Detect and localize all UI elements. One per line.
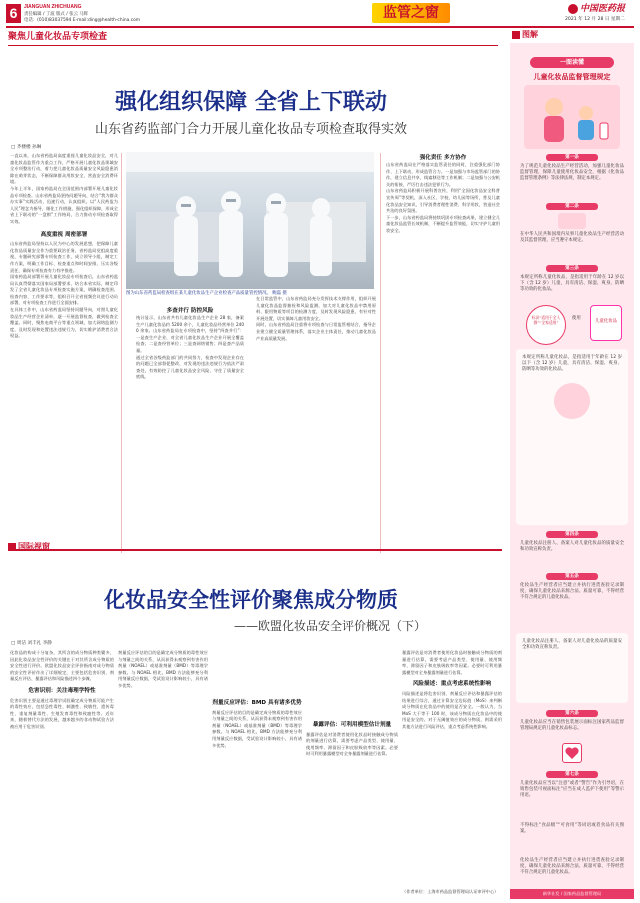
paragraph: 今年上半年，国家药监局在全国范围内部署开展儿童化妆品专项检查。山东省药监局坚持问题导向，结合“我为群众办实事”实践活动，迅速行动，认真组织，以“人民药监为人民”理念为指导，细化工作措施，强化组织保障，形成全省上下联动的“一盘棋”工作格局，合力推动专项检查取得实效。 (10, 185, 118, 224)
divider (121, 153, 122, 553)
article-body: 儿童化妆品注册人、备案人对儿童化妆品的质量安全和功效宣称负责。 (522, 639, 622, 651)
article-body: 本规定所称儿童化妆品，是指适用于年龄在 12 岁以下（含 12 岁）儿童，具有清洁、保湿、爽身、防晒等功效的化妆品。 (520, 275, 624, 293)
subheading: 危害识别：关注毒理学特性 (28, 687, 96, 694)
article-number: 第三条 (546, 265, 598, 272)
paragraph: 化妆品的构成十分复杂，其所含的成分物质种类繁多，因此化妆品安全性评价的关键在于对其所含成分物质的安全性进行评价。欧盟化妆品安全评价指南对成分物质的安全性评价作出了详细规定，主要包括危害识别、剂量反应评估、暴露评估和风险描述四个步骤。 (10, 650, 114, 682)
article-body: 不得标注“食品级”“可食用”等词语或者食品有关图案。 (520, 823, 624, 835)
article-number: 第七条 (546, 771, 598, 778)
product-tag-label: 儿童化妆品 (595, 319, 617, 324)
article-body: 在中华人民共和国境内从事儿童化妆品生产经营活动及其监督管理，应当遵守本规定。 (520, 232, 624, 244)
section-marker (8, 543, 16, 551)
illustration (524, 85, 620, 149)
article-text (118, 650, 208, 900)
article-text (402, 650, 502, 888)
paragraph: 通过全省各级药监部门的共同努力，检查中发现企业存在的问题已全部督促整改，对发现的违法违规行为依法严肃查处，有效防控了儿童化妆品安全风险，守住了质量安全底线。 (136, 354, 244, 380)
issue-date: 2021 年 12 月 28 日 星期二 (565, 17, 625, 22)
article-body: 儿童化妆品应当以“注意”或者“警告”作为引导语，在销售包装可视面标注“应当在成人监护下使用”等警示用语。 (520, 781, 624, 799)
paragraph: 山东省药监局积极开展科普宣传，利用“全国化妆品安全科普宣传周”等契机，深入社区、学校、幼儿园等场所，普及儿童化妆品安全知识，引导消费者理性消费、科学用妆，营造社会共治的良好氛围。 (386, 188, 500, 214)
paragraph: 山东省药监局在严格落实监管责任的同时，注重强化部门协作、上下联动，形成监管合力。一是加强与市场监管部门的协作，建立信息共享、线索移送等工作机制；二是加强与公安机关的衔接，严厉打击违法犯罪行为。 (386, 162, 500, 187)
paragraph: 下一步，山东省药监局将持续巩固专项检查成果，建立健全儿童化妆品监管长效机制，不断提升监管效能，切实守护儿童用妆安全。 (386, 214, 500, 233)
globe-icon (558, 213, 586, 229)
subheading: 风险描述：重点考虑系统性影响 (412, 681, 492, 688)
article-text (306, 650, 398, 900)
paragraph: 统计显示，山东省共有儿童化妆品生产企业 28 家，备案生产儿童化妆品约 5200 余个，儿童化妆品经营单位 2400 余家。山东省药监局在专项检查中，坚持“四查并行”：一是查生产企业，对全省儿童化妆品生产企业开展全覆盖检查；二是查经营单位；三是查网络销售；四是查产品质量。 (136, 315, 244, 353)
subheading: 剂量反应评估：BMD 具有诸多优势 (212, 700, 302, 706)
paragraph: 危害识别主要是通过毒理学试验确定成分物质可能产生的毒性效应，包括急性毒性、刺激性、致敏性、遗传毒性、重复剂量毒性、生殖发育毒性和致癌性等。近年来，随着替代方法的发展，越来越多的非动物试验方法被应用于危害识别。 (10, 697, 114, 729)
column-banner: 监管之窗 (372, 3, 450, 23)
infographic-title: 儿童化妆品监督管理规定 (533, 73, 611, 81)
article-text (386, 162, 500, 554)
paragraph: 在具体工作中，山东省药监局坚持问题导向，对照儿童化妆品生产经营企业清单，逐一开展监督检查，做到检查全覆盖。同时，聚焦电商平台等重点领域，加大网络监测力度，及时发现和处置违法违规行为，切实维护消费者合法权益。 (10, 307, 118, 339)
logo-emblem-icon (568, 4, 578, 14)
article-body: 化妆品生产经营者应当建立并执行进货查验记录制度，确保儿童化妆品来源合法、质量可靠，不得经营不符合规定的儿童化妆品。 (520, 858, 624, 876)
article-text (256, 296, 376, 555)
paragraph: 同时，山东省药监局注重将专项检查与日常监管相结合，指导企业建立健全质量管理体系，落实企业主体责任，推动儿童化妆品产业高质量发展。 (256, 322, 376, 341)
paper-name: 中国医药报 (580, 4, 626, 14)
footnote: （作者单位：上海市药品监督管理局认证审评中心） (402, 889, 499, 894)
infographic-panel (510, 43, 634, 899)
article-text (212, 650, 302, 900)
byline: □ 齐楼楼 孙琳 (11, 145, 42, 150)
photo-caption: 图为山东省药监局检查组在某儿童化妆品生产企业检查产品质量管控情况。 鲍磊 摄 (126, 291, 287, 296)
sidebar-marker (512, 31, 520, 39)
editor-line: 责任编辑 / 丁波 版式 / 张云 马辉 (24, 12, 89, 17)
article-number: 第一条 (546, 154, 598, 161)
article-text (10, 650, 114, 900)
subheading: 暴露评估：可利用模型估计剂量 (312, 722, 392, 728)
product-tag (590, 305, 622, 341)
subheadline: 山东省药监部门合力开展儿童化妆品专项检查取得实效 (94, 122, 407, 137)
paragraph: 国家药监局部署开展儿童化妆品专项检查后，山东省药监局认真贯彻落实国家局部署要求，结合本省实际，制定印发了全省儿童化妆品专项检查实施方案，明确检查范围、检查内容、工作要求等，组织召开全省视频会议进行动员部署，对专项检查工作进行全面安排。 (10, 274, 118, 306)
masthead-rule (6, 26, 634, 28)
subheading: 强化责任 多方协作 (419, 155, 467, 161)
article-text (136, 315, 244, 555)
article-body: 为了规范儿童化妆品生产经营活动，加强儿童化妆品监督管理，保障儿童使用化妆品安全，根据《化妆品监督管理条例》等法律法规，制定本规定。 (520, 164, 624, 182)
section-tag: 国际视窗 (18, 542, 50, 551)
label: 使用 (572, 316, 581, 321)
photo (126, 152, 374, 289)
heart-icon (563, 744, 581, 762)
sidebar-footer: 新华社发 / 国家药品监督管理局 (510, 889, 634, 899)
paragraph: 一直以来，山东省药监局高度重视儿童化妆品安全，对儿童化妆品监管作为重点工作，严格开展儿童化妆品领域安全专项整治行动，着力把儿童化妆品质量安全风险隐患消除在萌芽状态，不断保障群众用妆安全，营造安全消费环境。 (10, 153, 118, 185)
headline: 化妆品安全性评价聚焦成分物质 (104, 587, 398, 612)
article-body: 化妆品生产经营者应当建立并执行进货查验记录制度，确保儿童化妆品来源合法、质量可靠，不得经营不符合规定的儿童化妆品。 (520, 583, 624, 601)
article-body: 儿童化妆品注册人、备案人对儿童化妆品的质量安全和功效宣称负责。 (520, 541, 624, 553)
paragraph: 剂量反应评估的目的是确定成分物质的毒性效应与剂量之间的关系，从而获得未观察到有害作用剂量（NOAEL）或基准剂量（BMD）等毒理学参数。与 NOAEL 相比，BMD 方法能够充分利用剂量反应数据，受试验设计影响较小，具有诸多优势。 (118, 650, 208, 688)
section-tag: 聚焦儿童化妆品专项检查 (8, 32, 108, 42)
warning-text: 标识“适用于全人群”“全家适用” (531, 315, 561, 325)
article-number: 第六条 (546, 710, 598, 717)
photo-illustration (126, 152, 374, 289)
subheading: 高度重视 周密部署 (40, 231, 88, 238)
child-icon (554, 383, 590, 419)
paragraph: 山东省药监局坚持以人民为中心的发展思想，把保障儿童化妆品质量安全作为重要政治任务，省药监局党组高度重视，专题研究部署专项检查工作，成立领导小组，制定工作方案，明确工作目标、检查重点和时间安排，压实各级责任，确保专项检查有力有序推进。 (10, 241, 118, 273)
contact-line: 电话：(010)83037594 E-mail:ding@health-china.com (24, 18, 141, 23)
article-number: 第二条 (546, 203, 598, 210)
section-rule (8, 45, 498, 46)
article-text (10, 153, 118, 343)
card (516, 349, 628, 525)
paragraph: 暴露评估是对消费者使用化妆品时接触成分物质的剂量进行估算，需要考虑产品类型、使用量、使用频率、滞留因子和皮肤吸收率等因素。必要时可利用暴露模型对全身暴露剂量进行估算。 (306, 731, 398, 757)
byline: □ 周洁 刘丰礼 李静 (11, 641, 52, 646)
article-number: 第四条 (546, 531, 598, 538)
paragraph: 暴露评估是对消费者使用化妆品时接触成分物质的剂量进行估算，需要考虑产品类型、使用量、使用频率、滞留因子和皮肤吸收率等因素。必要时可利用暴露模型对全身暴露剂量进行估算。 (402, 650, 502, 675)
warning-badge (526, 305, 566, 345)
paragraph: 在日常监管中，山东省药监局充分发挥技术支撑作用，组织开展儿童化妆品监督抽检和风险监测，加大对儿童化妆品中禁用原料、限用物质等项目的检测力度，及时发现风险隐患，有针对性开展处置，切实保障儿童用妆安全。 (256, 296, 376, 321)
page-number: 6 (6, 4, 21, 23)
paragraph: 风险描述是将危害识别、剂量反应评估和暴露评估的结果进行综合，通过计算安全边际值（MoS）来判断成分物质在化妆品中的使用是否安全。一般认为，当 MoS 大于等于 100 时，该成分物质在化妆品中的使用是安全的。对于无阈值效应的成分物质，则需采用其他方法进行风险评估，重点考虑系统性影响。 (402, 690, 502, 729)
subheading: 多查并行 防控风险 (166, 308, 214, 314)
infographic-banner: 一图读懂 (530, 57, 614, 68)
article-body: 本规定所称儿童化妆品，是指适用于年龄在 12 岁以下（含 12 岁）儿童，具有清洁、保湿、爽身、防晒等功效的化妆品。 (522, 355, 622, 373)
article-body: 儿童化妆品应当在销售包装展示面标注国家药品监督管理局规定的儿童化妆品标志。 (520, 720, 624, 732)
pinyin-title: JIANGUAN ZHICHUANG (24, 4, 82, 10)
article-number: 第五条 (546, 573, 598, 580)
subheadline: ——欧盟化妆品安全评价概况（下） (233, 619, 426, 633)
family-illustration (524, 85, 620, 149)
headline: 强化组织保障 全省上下联动 (115, 89, 387, 115)
section-rule (8, 549, 502, 551)
paragraph: 剂量反应评估的目的是确定成分物质的毒性效应与剂量之间的关系，从而获得未观察到有害作用剂量（NOAEL）或基准剂量（BMD）等毒理学参数。与 NOAEL 相比，BMD 方法能够充分利用剂量反应数据，受试验设计影响较小，具有诸多优势。 (212, 709, 302, 748)
sidebar-header: 图解 (522, 30, 538, 39)
heart-icon (562, 743, 582, 763)
divider (380, 153, 381, 553)
